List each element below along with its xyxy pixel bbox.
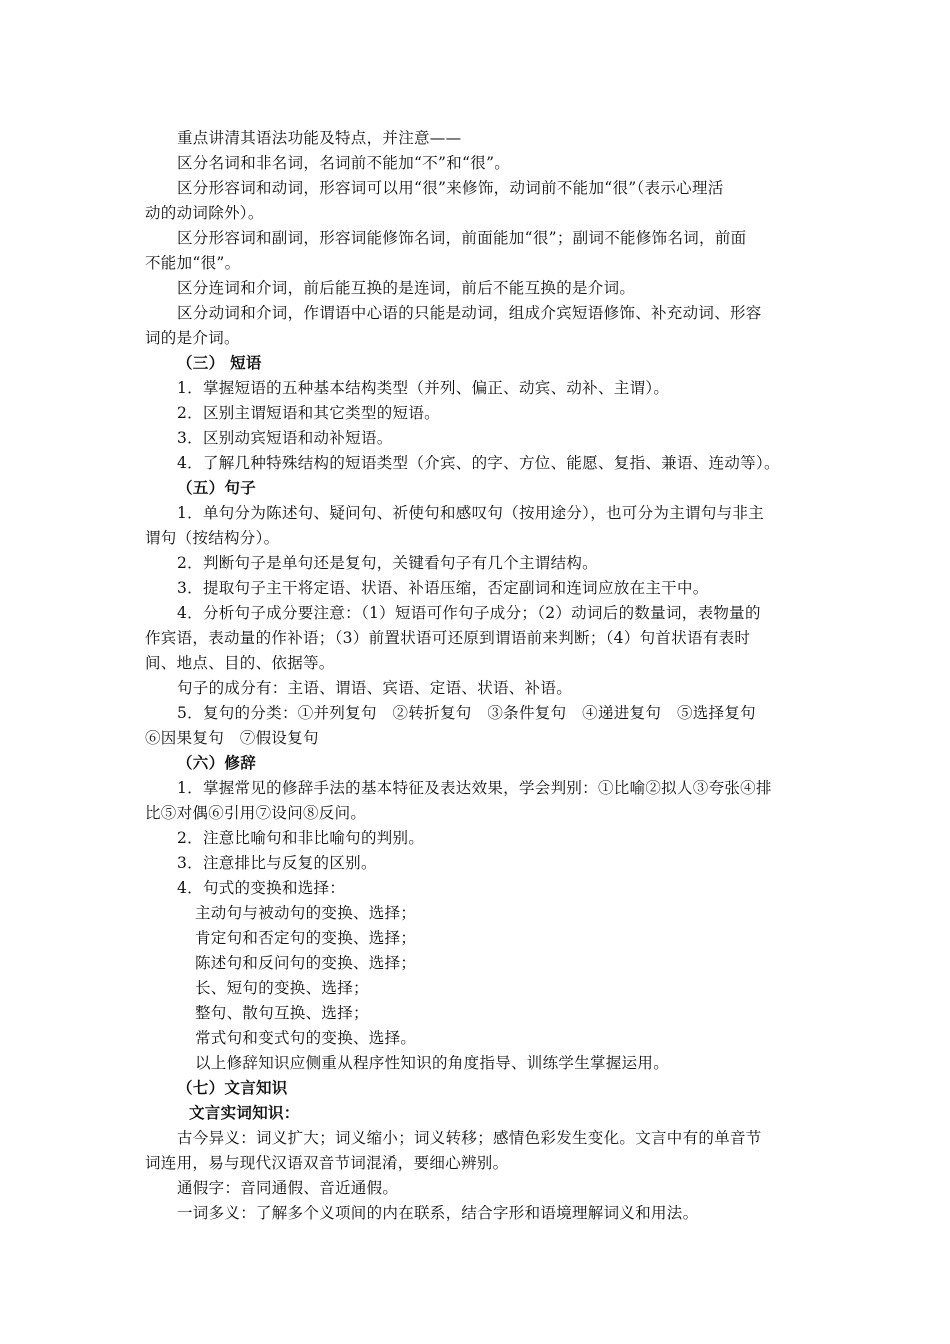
sub-item: 陈述句和反问句的变换、选择；: [195, 954, 417, 972]
paragraph-line: 不能加“很”。: [145, 254, 241, 272]
section-heading: （六）修辞: [177, 753, 257, 772]
list-item: 4．分析句子成分要注意：（1）短语可作句子成分；（2）动词后的数量词，表物量的: [177, 604, 761, 622]
paragraph-line: 谓句（按结构分）。: [145, 529, 280, 547]
list-item: 3．提取句子主干将定语、状语、补语压缩，否定副词和连词应放在主干中。: [177, 579, 709, 597]
list-item: 2．注意比喻句和非比喻句的判别。: [177, 829, 425, 847]
paragraph-line: 词连用，易与现代汉语双音节词混淆，要细心辨别。: [145, 1154, 509, 1172]
sub-item: 常式句和变式句的变换、选择。: [195, 1029, 417, 1047]
paragraph-line: 一词多义：了解多个义项间的内在联系，结合字形和语境理解词义和用法。: [177, 1204, 699, 1222]
list-item: 1．单句分为陈述句、疑问句、祈使句和感叹句（按用途分），也可分为主谓句与非主: [177, 504, 765, 522]
paragraph-line: 区分动词和介词，作谓语中心语的只能是动词，组成介宾短语修饰、补充动词、形容: [177, 304, 762, 322]
list-item: 4．句式的变换和选择：: [177, 879, 346, 897]
list-item: 1．掌握短语的五种基本结构类型（并列、偏正、动宾、动补、主谓）。: [177, 379, 670, 397]
section-heading: （五）句子: [177, 478, 257, 497]
paragraph-line: 区分连词和介词，前后能互换的是连词，前后不能互换的是介词。: [177, 279, 636, 297]
list-item: 1．掌握常见的修辞手法的基本特征及表达效果，学会判别：①比喻②拟人③夸张④排: [177, 779, 772, 797]
paragraph-line: ⑥因果复句 ⑦假设复句: [145, 729, 319, 747]
paragraph-line: 间、地点、目的、依据等。: [145, 654, 335, 672]
paragraph-line: 古今异义：词义扩大；词义缩小；词义转移；感情色彩发生变化。文言中有的单音节: [177, 1129, 762, 1147]
paragraph-line: 动的动词除外）。: [145, 204, 264, 222]
sub-item: 以上修辞知识应侧重从程序性知识的角度指导、训练学生掌握运用。: [195, 1054, 670, 1072]
paragraph-line: 区分形容词和副词，形容词能修饰名词，前面能加“很”；副词不能修饰名词，前面: [177, 229, 747, 247]
paragraph-line: 重点讲清其语法功能及特点，并注意——: [177, 129, 462, 147]
list-item: 5．复句的分类：①并列复句 ②转折复句 ③条件复句 ④递进复句 ⑤选择复句: [177, 704, 756, 722]
sub-heading: 文言实词知识：: [189, 1103, 300, 1122]
list-item: 3．注意排比与反复的区别。: [177, 854, 377, 872]
sub-item: 主动句与被动句的变换、选择；: [195, 904, 417, 922]
sub-item: 长、短句的变换、选择；: [195, 979, 369, 997]
sub-item: 整句、散句互换、选择；: [195, 1004, 369, 1022]
list-item: 4．了解几种特殊结构的短语类型（介宾、的字、方位、能愿、复指、兼语、连动等）。: [177, 454, 780, 472]
list-item: 2．判断句子是单句还是复句，关键看句子有几个主谓结构。: [177, 554, 598, 572]
section-heading: （三） 短语: [177, 353, 262, 372]
list-item: 3．区别动宾短语和动补短语。: [177, 429, 393, 447]
paragraph-line: 区分名词和非名词，名词前不能加“不”和“很”。: [177, 154, 511, 172]
paragraph-line: 句子的成分有：主语、谓语、宾语、定语、状语、补语。: [177, 679, 573, 697]
paragraph-line: 通假字：音同通假、音近通假。: [177, 1179, 399, 1197]
section-heading: （七）文言知识: [177, 1078, 288, 1097]
paragraph-line: 作宾语，表动量的作补语；（3）前置状语可还原到谓语前来判断；（4）句首状语有表时: [145, 629, 751, 647]
paragraph-line: 区分形容词和动词，形容词可以用“很”来修饰，动词前不能加“很”（表示心理活: [177, 179, 724, 197]
paragraph-line: 词的是介词。: [145, 329, 240, 347]
paragraph-line: 比⑤对偶⑥引用⑦设问⑧反问。: [145, 804, 367, 822]
sub-item: 肯定句和否定句的变换、选择；: [195, 929, 417, 947]
list-item: 2．区别主谓短语和其它类型的短语。: [177, 404, 440, 422]
